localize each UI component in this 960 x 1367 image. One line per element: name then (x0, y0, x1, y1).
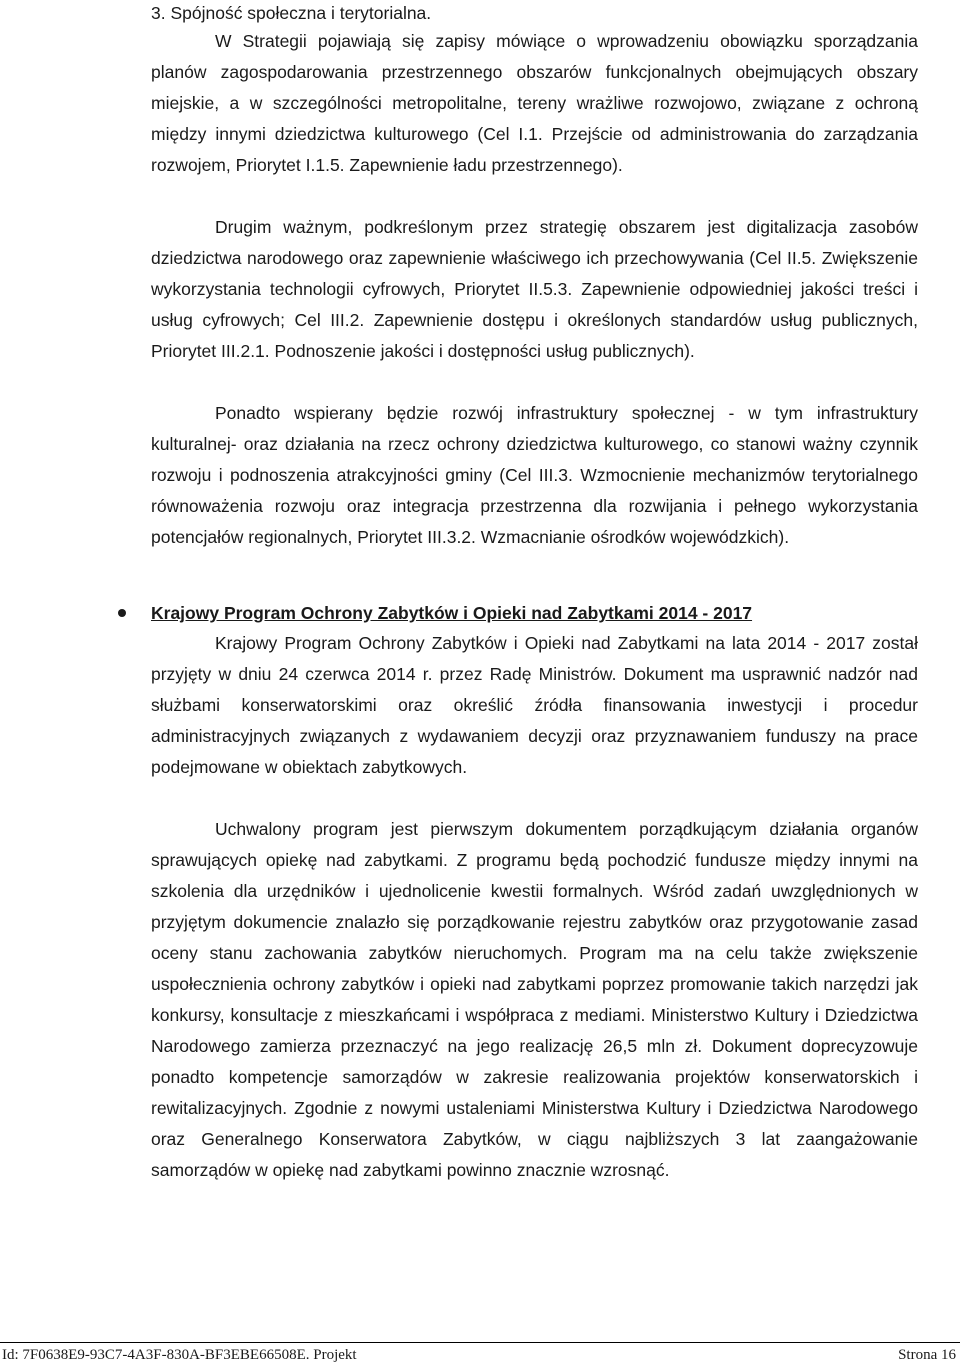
bullet-item (114, 598, 924, 629)
paragraph-text: Drugim ważnym, podkreślonym przez strategię obszarem jest digitalizacja zasobów dziedzictwa narodowego oraz zapewnienie właściwego ich przechowywania (Cel II.5. Zwiększenie wykorzystania technologii cyfrowych, Priorytet II.5.3. Zapewnienie odpowiedniej jakości treści i usług cyfrowych; Cel III.2. Zapewnienie dostępu i określonych standardów usług publicznych, Priorytet III.2.1. Podnoszenie jakości i dostępności usług publicznych). (151, 217, 918, 361)
bullet-title: Krajowy Program Ochrony Zabytków i Opieki nad Zabytkami 2014 - 2017 (151, 603, 753, 623)
paragraph-text: Uchwalony program jest pierwszym dokumentem porządkującym działania organów sprawujących opiekę nad zabytkami. Z programu będą pochodzić fundusze między innymi na szkolenia dla urzędników i ujednolicenie kwestii formalnych. Wśród zadań uwzględnionych w przyjętym dokumencie znalazło się porządkowanie rejestru zabytków oraz przygotowanie zasad oceny stanu zachowania zabytków nieruchomych. Program ma na celu także zwiększenie uspołecznienia ochrony zabytków i opieki nad zabytkami poprzez promowanie takich narzędzi jak konkursy, konsultacje z mieszkańcami i współpraca z mediami. Ministerstwo Kultury i Dziedzictwa Narodowego zamierza przeznaczyć na jego realizację 26,5 mln zł. Dokument doprecyzowuje ponadto kompetencje samorządów w zakresie realizowania projektów konserwatorskich i rewitalizacyjnych. Zgodnie z nowymi ustaleniami Ministerstwa Kultury i Dziedzictwa Narodowego oraz Generalnego Konserwatora Zabytków, w ciągu najbliższych 3 lat zaangażowanie samorządów w opiekę nad zabytkami powinno znacznie wzrosnąć. (151, 819, 918, 1180)
paragraph-text: Ponadto wspierany będzie rozwój infrastruktury społecznej - w tym infrastruktury kulturalnej- oraz działania na rzecz ochrony dziedzictwa kulturowego, co stanowi ważny czynnik rozwoju i podnoszenia atrakcyjności gminy (Cel III.3. Wzmocnienie mechanizmów terytorialnego równoważenia rozwoju oraz integracja przestrzenna dla rozwijania i pełnego wykorzystania potencjałów regionalnych, Priorytet III.3.2. Wzmacnianie ośrodków wojewódzkich). (151, 403, 918, 547)
paragraph-strategy-spatial-planning (151, 26, 918, 181)
paragraph-program-adoption (151, 628, 918, 783)
paragraph-program-details (151, 814, 918, 1186)
section-heading: 3. Spójność społeczna i terytorialna. (151, 3, 432, 23)
paragraph-text: Krajowy Program Ochrony Zabytków i Opieki nad Zabytkami na lata 2014 - 2017 został przyjęty w dniu 24 czerwca 2014 r. przez Radę Ministrów. Dokument ma usprawnić nadzór nad służbami konserwatorskimi oraz określić źródła finansowania inwestycji i procedur administracyjnych związanych z wydawaniem decyzji oraz przyznawaniem funduszy na prace podejmowane w obiektach zabytkowych. (151, 633, 918, 777)
page-number: Strona 16 (898, 1347, 956, 1363)
paragraph-digitalization (151, 212, 918, 367)
paragraph-text: W Strategii pojawiają się zapisy mówiące o wprowadzeniu obowiązku sporządzania planów zagospodarowania przestrzennego obszarów funkcjonalnych obejmujących obszary miejskie, a w szczególności metropolitalne, tereny wrażliwe rozwojowo, związane z ochroną między innymi dziedzictwa kulturowego (Cel I.1. Przejście od administrowania do zarządzania rozwojem, Priorytet I.1.5. Zapewnienie ładu przestrzennego). (151, 31, 918, 175)
document-id: Id: 7F0638E9-93C7-4A3F-830A-BF3EBE66508E. Projekt (2, 1347, 357, 1363)
page-footer (0, 1342, 960, 1367)
paragraph-social-infrastructure (151, 398, 918, 553)
bullet-dot-icon (118, 609, 126, 617)
